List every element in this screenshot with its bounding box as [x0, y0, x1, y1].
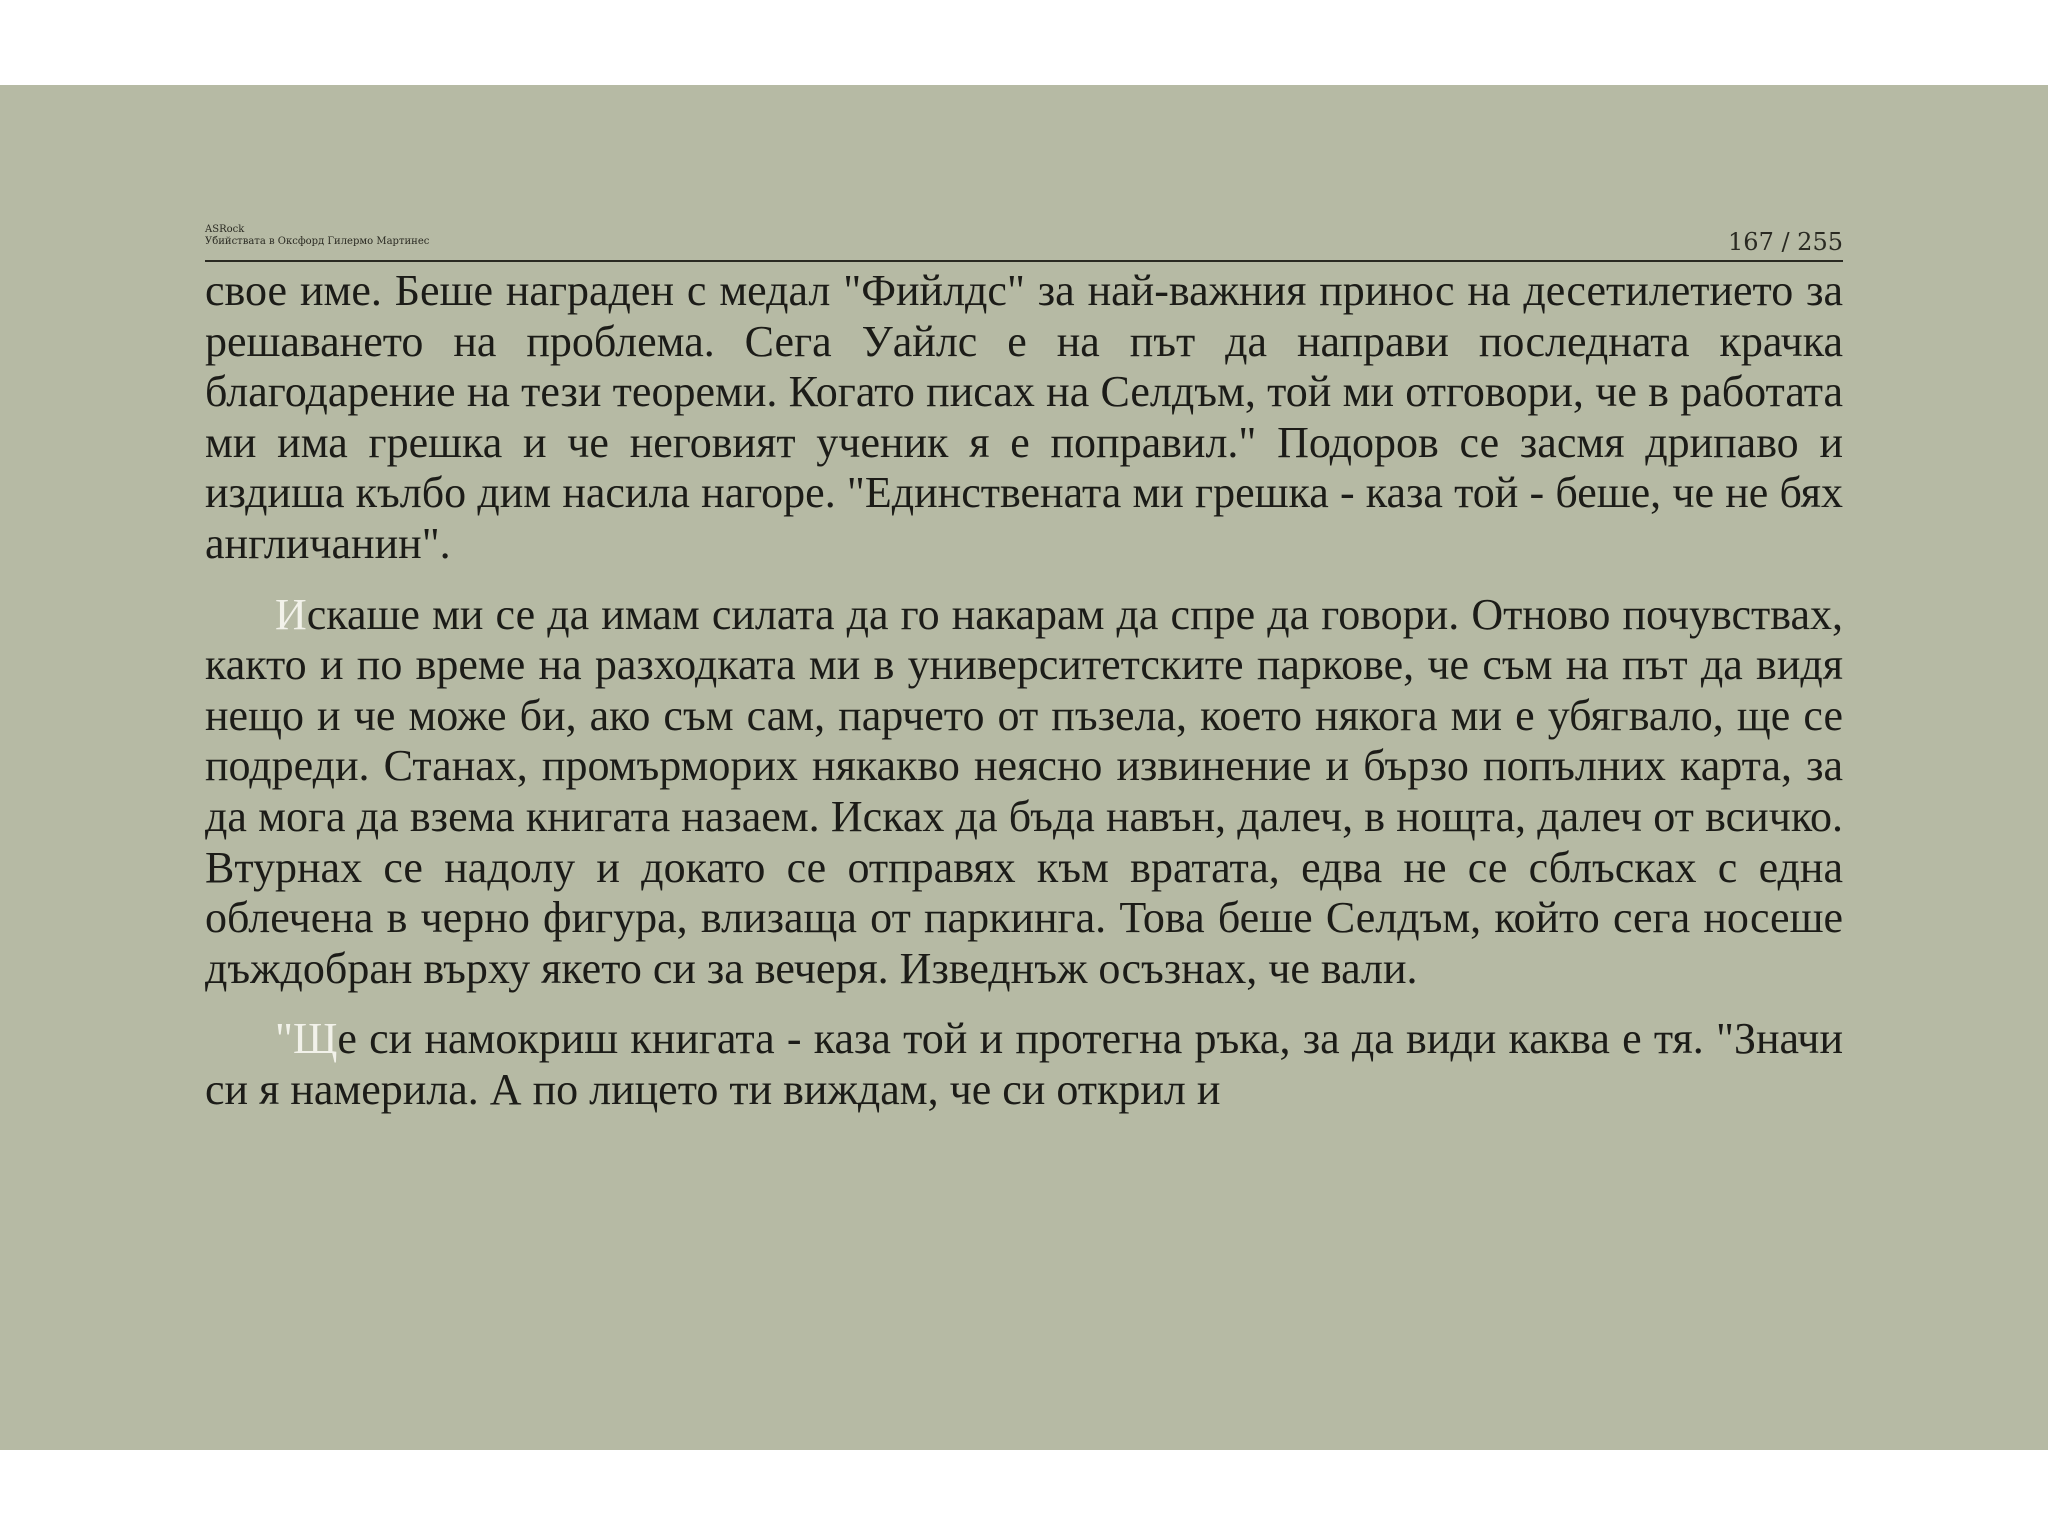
paragraph	[205, 590, 1843, 995]
page-header	[205, 224, 1843, 262]
drop-cap: И	[275, 589, 307, 639]
drop-cap: "Щ	[275, 1014, 338, 1064]
book-text	[205, 266, 1843, 1116]
source-label: ASRock	[205, 224, 245, 235]
paragraph	[205, 1014, 1843, 1115]
paragraph: свое име. Беше награден с медал "Фийлдс" за най-важния принос на десетилетието за решаването на проблема. Сега Уайлс е на път да направи последната крачка благодарение на тези теореми. Когато писах на Селдъм, той ми отговори, че в работата ми има грешка и че неговият ученик я е поправил." Подоров се засмя дрипаво и издиша кълбо дим насила нагоре. "Единствената ми грешка - каза той - беше, че не бях англичанин".	[205, 266, 1843, 568]
book-title: Убийствата в Оксфорд Гилермо Мартинес	[205, 236, 430, 247]
page-number: 167 / 255	[1728, 228, 1843, 256]
header-meta	[205, 224, 429, 248]
paragraph-text: е си намокриш книгата - каза той и протегна ръка, за да види каква е тя. "Значи си я намерила. А по лицето ти виждам, че си открил и	[205, 1014, 1843, 1114]
paragraph-text: скаше ми се да имам силата да го накарам да спре да говори. Отново почувствах, както и по време на разходката ми в университетските паркове, че съм на път да видя нещо и че може би, ако съм сам, парчето от пъзела, което някога ми е убягвало, ще се подреди. Станах, промърморих някакво неясно извинение и бързо попълних карта, за да мога да взема книгата назаем. Исках да бъда навън, далеч, в нощта, далеч от всичко. Втурнах се надолу и докато се отправях към вратата, едва не се сблъсках с една облечена в черно фигура, влизаща от паркинга. Това беше Селдъм, който сега носеше дъждобран върху якето си за вечеря. Изведнъж осъзнах, че вали.	[205, 589, 1843, 993]
